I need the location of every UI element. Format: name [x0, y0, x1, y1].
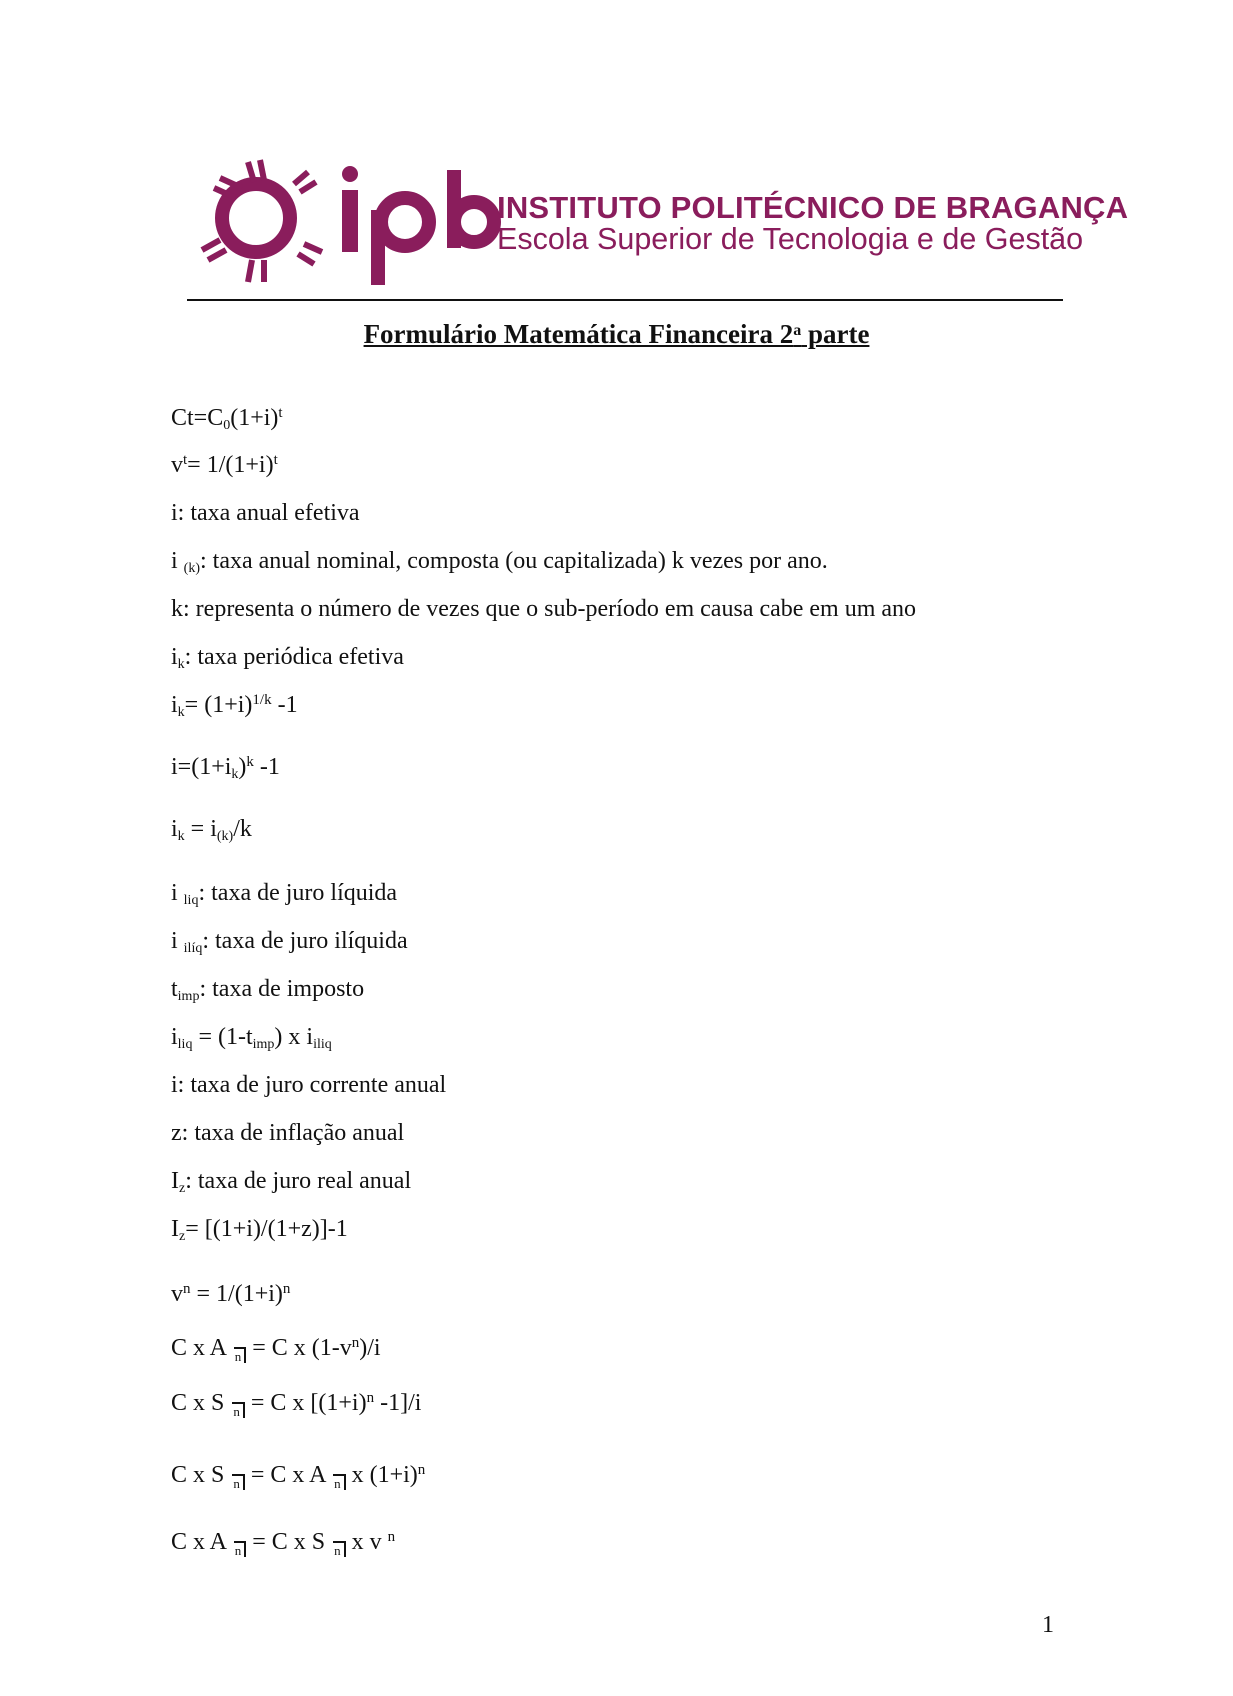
- formula-annual-rate: $i=(1+i_k)^k$ -1: [171, 754, 280, 782]
- formula-net-rate: $i_{liq} = (1-t_{imp})$ x $i_{iliq}$: [171, 1024, 332, 1052]
- institution-name: INSTITUTO POLITÉCNICO DE BRAGANÇA: [497, 190, 1129, 225]
- definition-gross-rate: i $_{ilíq}$: taxa de juro ilíquida: [171, 928, 408, 956]
- ipb-emblem-icon: [200, 147, 500, 290]
- formula-discount-factor: $v^t= 1/(1+i)^t$: [171, 452, 278, 478]
- formula-discount-n: $v^n = 1/(1+i)^n$: [171, 1281, 291, 1307]
- formula-present-value-annuity: C x A n = C x $(1-v^n)/i$: [171, 1335, 381, 1364]
- definition-net-rate: i $_{liq}$: taxa de juro líquida: [171, 880, 398, 908]
- formula-periodic-rate: $i_k= (1+i)^{1/k}$ -1: [171, 692, 298, 720]
- definition-k: k: representa o número de vezes que o sub-período em causa cabe em um ano: [171, 596, 917, 622]
- definition-nominal-rate: i $_{(k)}$: taxa anual nominal, composta (ou capitalizada) k vezes por ano.: [171, 548, 828, 576]
- formula-capital: $Ct=C_0(1+i)^t$: [171, 405, 283, 433]
- definition-current-rate: i: taxa de juro corrente anual: [171, 1072, 447, 1098]
- formula-accumulated-value-annuity: C x S n = C x [$(1+i)^n$ -1]/i: [171, 1390, 422, 1419]
- formula-real-rate: $I_z= [(1+i)/(1+z)]-1$: [171, 1216, 348, 1244]
- definition-annual-rate: i: taxa anual efetiva: [171, 500, 360, 526]
- definition-real-rate: $I_z$: taxa de juro real anual: [171, 1168, 412, 1196]
- formula-a-from-s: C x A n = C x S n x v $^n$: [171, 1529, 396, 1558]
- formula-s-from-a: C x S n = C x A n x $(1+i)^n$: [171, 1462, 426, 1491]
- school-name: Escola Superior de Tecnologia e de Gestão: [497, 222, 1084, 256]
- definition-periodic-rate: $i_k$: taxa periódica efetiva: [171, 644, 404, 672]
- definition-tax-rate: $t_{imp}$: taxa de imposto: [171, 976, 365, 1004]
- formula-nominal-to-periodic: $i_k = i_{(k)}/k$: [171, 816, 252, 844]
- header-divider: [187, 299, 1063, 301]
- page-number: 1: [1042, 1612, 1054, 1638]
- definition-inflation: z: taxa de inflação anual: [171, 1120, 405, 1146]
- logo-text: ipb: [200, 147, 221, 164]
- page-title: Formulário Matemática Financeira 2$^a$ parte: [363, 319, 870, 349]
